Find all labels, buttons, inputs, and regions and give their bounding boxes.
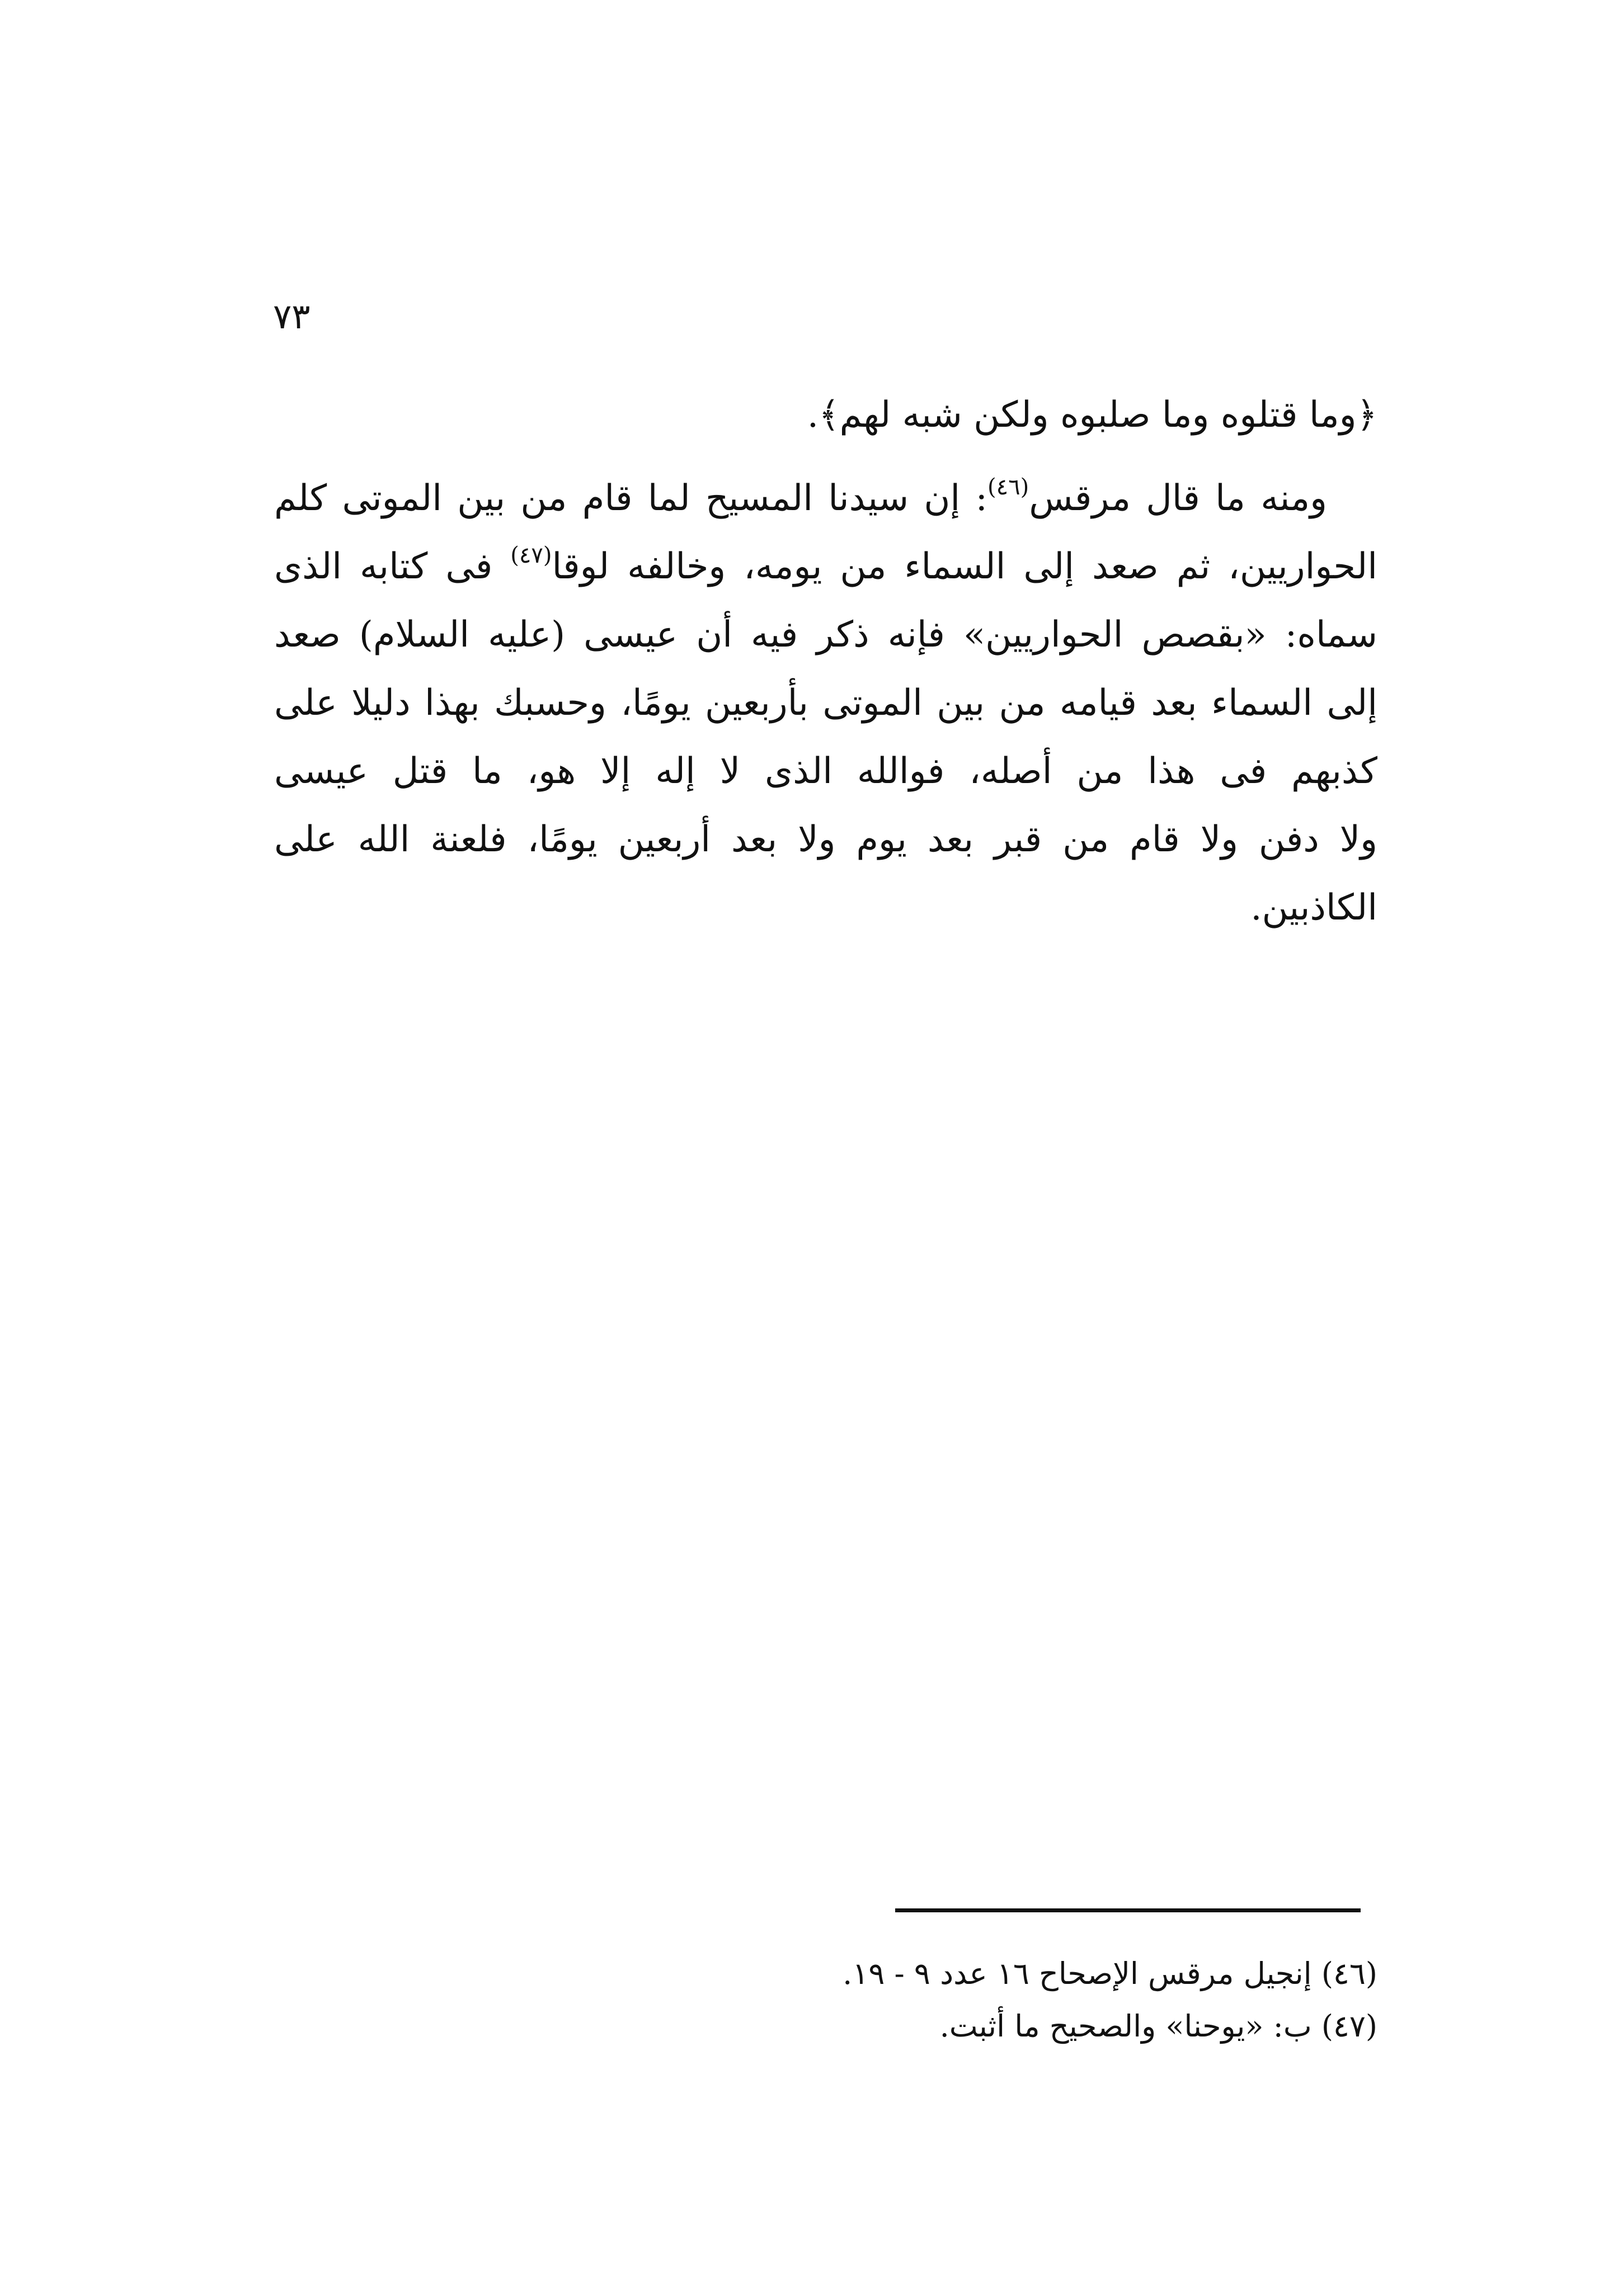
paragraph-text: : إن سيدنا المسيح لما قام من بين الموتى كلم: [274, 478, 988, 519]
paragraph-text: ومنه ما قال مرقس: [1029, 478, 1328, 519]
paragraph-line: [274, 532, 1377, 601]
footnote: (٤٧) ب: «يوحنا» والصحيح ما أثبت.: [939, 2009, 1377, 2044]
footnote-reference: (٤٦): [987, 474, 1029, 500]
paragraph-line: سماه: «بقصص الحواريين» فإنه ذكر فيه أن عيسى (عليه السلام) صعد: [274, 614, 1377, 656]
page-number: ٧٣: [273, 296, 311, 337]
paragraph-line: الكاذبين.: [1250, 887, 1377, 928]
footnotes: [258, 1948, 1377, 2053]
quran-verse: ﴿وما قتلوه وما صلبوه ولكن شبه لهم﴾.: [807, 394, 1377, 436]
paragraph-line: كذبهم فى هذا من أصله، فوالله الذى لا إله إلا هو، ما قتل عيسى: [274, 751, 1377, 792]
paragraph-text: الحواريين، ثم صعد إلى السماء من يومه، وخالفه لوقا: [552, 546, 1378, 587]
footnote-separator: [895, 1908, 1361, 1912]
main-paragraph: [274, 464, 1377, 942]
paragraph-line: ولا دفن ولا قام من قبر بعد يوم ولا بعد أربعين يومًا، فلعنة الله على: [274, 819, 1377, 860]
paragraph-line: [274, 464, 1377, 532]
paragraph-line: إلى السماء بعد قيامه من بين الموتى بأربعين يومًا، وحسبك بهذا دليلا على: [274, 682, 1377, 724]
footnote: (٤٦) إنجيل مرقس الإصحاح ١٦ عدد ٩ - ١٩.: [843, 1956, 1377, 1991]
footnote-reference: (٤٧): [510, 543, 552, 568]
paragraph-text: فى كتابه الذى: [274, 546, 511, 587]
